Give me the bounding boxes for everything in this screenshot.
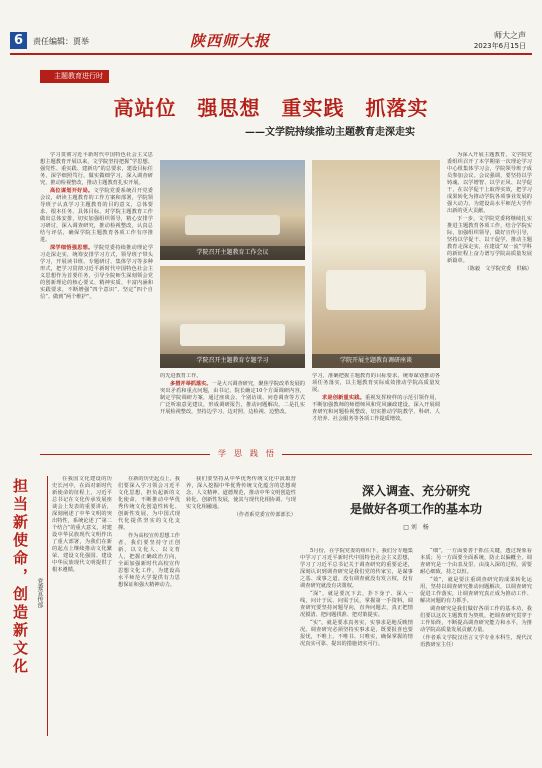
section-tag — [40, 70, 109, 83]
article1-intro: 学习贯彻习近平新时代中国特色社会主义思想主题教育开展以来，文学院坚持把握“学思想、强党性、重实践、建新功”的总要求，建设目标任务，深学细照笃行，做实做细学习，深入调查研究，推动检视整改，推动主题教育扎实开展。 — [40, 152, 153, 186]
article2-para-4: 我们要坚持从中华优秀传统文化中汲取营养，深入挖掘中华优秀传统文化蕴含的思想观念、人文精神、道德规范，推动中华文明创造性转化、创新性发展，使其与现代化相协调、与现实文化相融通。 — [186, 476, 296, 510]
article2-rule — [47, 476, 48, 736]
article3-para-1: 5月份，在学院党委的组织下，我们分专题集中学习了习近平新时代中国特色社会主义思想，学习了习近平总书记关于调查研究的重要论述，深刻认识到调查研究是我们党的传家宝，是谋事之基、成事之道。没有调查就没有发言权，没有调查研究就没有决策权。 — [300, 548, 413, 589]
photo-meeting-caption: 学院召开主题教育工作会议 — [160, 246, 305, 260]
divider-label: 学 思 践 悟 — [210, 448, 282, 460]
article1-para-2: 学院党委持续推动理论学习走深走实，统筹安排学习方式，领导班子带头学习，开展读书班、专题研讨、集体学习等多种形式，把学习贯彻习近平新时代中国特色社会主义思想作为首要任务，引导全院师生深刻领会党的创新理论的核心要义、精神实质、丰富内涵和实践要求，不断增强“四个意识”、坚定“四个自信”、做到“两个维护”。 — [40, 245, 153, 300]
photo-forum — [312, 160, 440, 368]
article1-left-column — [40, 152, 153, 440]
article1-heading-4: 求是创新重实践。 — [322, 395, 365, 401]
article3-para-2: “深”，就是要沉下去，扑下身子、深入一线，问计于民、问需于民，掌握第一手资料。调查研究要坚持问题导向，直奔问题去，真正把情况摸清、把问题找准、把对策提实。 — [300, 591, 413, 618]
article1-far-para-2: 下一步，文学院党委将继续扎实推进主题教育各项工作，结合学院实际，加强组织领导，做好宣传引导，坚持以学促干、以干促学，推动主题教育走深走实，在建设“双一流”学科的新征程上奋力谱写学院高质量发展新篇章。 — [447, 216, 532, 264]
article2-para-3: 作为高校宣传思想工作者，我们要坚持守正创新，以文化人、以文育人，把握正确政治方向，全面加强新时代高校宣传思想文化工作，为建设高水平师范大学提供有力思想保证和强大精神动力。 — [118, 533, 180, 588]
article2-author-vertical: 党委宣传部 — [36, 578, 43, 608]
article3-para-3: “实”，就是要求真务实，实事求是地反映情况。调查研究必须坚持实事求是，既要报喜也要报忧，不唯上、不唯书、只唯实，确保掌握的情况真实可靠、提出的措施切实可行。 — [300, 620, 413, 647]
article2-para-2: 在新的历史起点上，我们要深入学习领会习近平文化思想，担负起新的文化使命，不断推动中华优秀传统文化创造性转化、创新性发展，为中国式现代化提供坚实的文化支撑。 — [118, 476, 180, 531]
editor-label: 责任编辑：贾举 — [33, 37, 89, 46]
edition-label: 师大之声 — [494, 31, 526, 40]
article3-footer-author: （作者系文学院汉语言文学专业本科生，现代汉语教研室主任） — [420, 635, 532, 648]
article2-title-vertical: 担当新使命，创造新文化 — [11, 478, 29, 676]
page-number-badge: 6 — [10, 32, 27, 49]
article3-column-left — [300, 548, 413, 762]
article1-author: （陈毅 文学院党委 供稿） — [464, 266, 532, 272]
photo-forum-caption: 学院开展主题教育调研座谈 — [312, 354, 440, 368]
article3-title-block — [300, 476, 532, 548]
study-table — [180, 324, 285, 346]
photo-meeting — [160, 160, 305, 260]
article3-para-6: 调查研究是我们做好各项工作的基本功，我们要以这次主题教育为契机，把调查研究贯穿于工作始终，不断提高调查研究能力和水平，为推动学院高质量发展贡献力量。 — [420, 606, 532, 633]
divider-rule — [40, 454, 532, 455]
headline-sub: ——文学院持续推动主题教育走深走实 — [245, 127, 415, 138]
article2-column-right — [186, 476, 296, 762]
paper-logo: 陕西师大报 — [190, 32, 271, 50]
masthead-rule — [10, 53, 532, 55]
article1-para-1: 文学院党委系统召开党委会议，研读主题教育的工作方案和部署，学院领导班子认真学习主题教育的目的意义，总体要求、根本任务、具体目标，对学院主题教育工作做出总体安排，切实加强组织领导，精心安排学习研讨，深入调查研究，推动检视整改，认真总结与评估，确保学院主题教育各项工作有序推进。 — [40, 188, 153, 243]
article1-far-right-column — [447, 152, 532, 440]
article3-para-5: “效”，就是要注重调查研究的成果转化运用，坚持以调查研究推动问题解决，以调查研究促进工作落实，让调查研究真正成为推动工作、解决问题的有力抓手。 — [420, 577, 532, 604]
article3-author: □ 刘 杨 — [403, 524, 429, 531]
article1-middle-column — [160, 373, 305, 439]
meeting-table — [185, 215, 280, 235]
article3-title-line2: 是做好各项工作的基本功 — [349, 502, 482, 516]
article3-title-line1: 深入调查、充分研究 — [361, 484, 470, 498]
photo-study-caption: 学院召开主题教育专题学习 — [160, 354, 305, 368]
section-divider — [40, 448, 532, 460]
article1-right-lead: 学习，准确把握主题教育的目标要求，统筹谋划推动各项任务落实，以主题教育实际成效推动学院高质量发展。 — [312, 373, 440, 393]
masthead — [0, 0, 542, 62]
issue-date: 2023年6月15日 — [473, 42, 526, 50]
photo-study — [160, 266, 305, 368]
section-tag-label: 主题教育进行时 — [54, 72, 103, 80]
article1-mid-lead: 的先进教育工作。 — [160, 373, 202, 379]
article3-column-right — [420, 548, 532, 762]
article1-right-column — [312, 373, 440, 439]
article1-far-para-1: 为深入开展主题教育，文学院党委组织召开了本学期第一次理论学习中心组集体学习会，学院领导班子成员参加会议。会议强调，要坚持以学铸魂、以学增智、以学正风、以学促干，在以学促干上取得实效，把学习成果转化为推动学院各项事业发展的强大动力，为建设高水平师范大学作出新的更大贡献。 — [447, 152, 532, 214]
article3-para-4: “细”，一方面要善于抓住关键，透过现象看本质；另一方面要全面系统，防止以偏概全。调查研究是一个由表及里、由浅入深的过程，需要耐心细致，持之以恒。 — [420, 548, 532, 575]
article2-column-left — [52, 476, 112, 762]
article1-heading-2: 深学细悟强思想。 — [50, 245, 94, 251]
headline-main: 高站位 强思想 重实践 抓落实 — [113, 96, 429, 120]
article1-heading-3: 多措并举抓落实。 — [170, 381, 212, 387]
article1-para-3: 一是大兴调查研究，聚焦学院改革发展的突出矛盾和重点问题，由书记、院长确定10个方面调研内容，制定学院调研方案，通过座谈会、个别访谈、问卷调查等方式广泛听取意见建议，形成调研报告，推动问题解决。二是扎实开展检视整改，坚持边学习、边对照、边检视、边整改。 — [160, 381, 305, 415]
article1-para-4: 重视发挥榜样的示范引领作用，不断加强教师的师德师风和党风廉政建设。深入开展调查研究和问题检视整改，切实推动学院教学、科研、人才培养、社会服务等各项工作提质增效。 — [312, 395, 440, 422]
article2-para-1: 在我国文化建设的历史长河中，在面对新时代新使命的征程上，习近平总书记在文化传承发展座谈会上发表的重要讲话，深刻阐述了中华文明的突出特性，系统论述了“第二个结合”的重大意义，对建设中华民族现代文明作出了重大部署，为我们在新的起点上继续推动文化繁荣、建设文化强国、建设中华民族现代文明提供了根本遵循。 — [52, 476, 112, 573]
forum-table — [326, 270, 426, 310]
article2-column-middle — [118, 476, 180, 762]
article1-heading-1: 高位谋划开好局。 — [50, 188, 94, 194]
article2-author: （作者系党委宣传部部长） — [233, 512, 296, 518]
